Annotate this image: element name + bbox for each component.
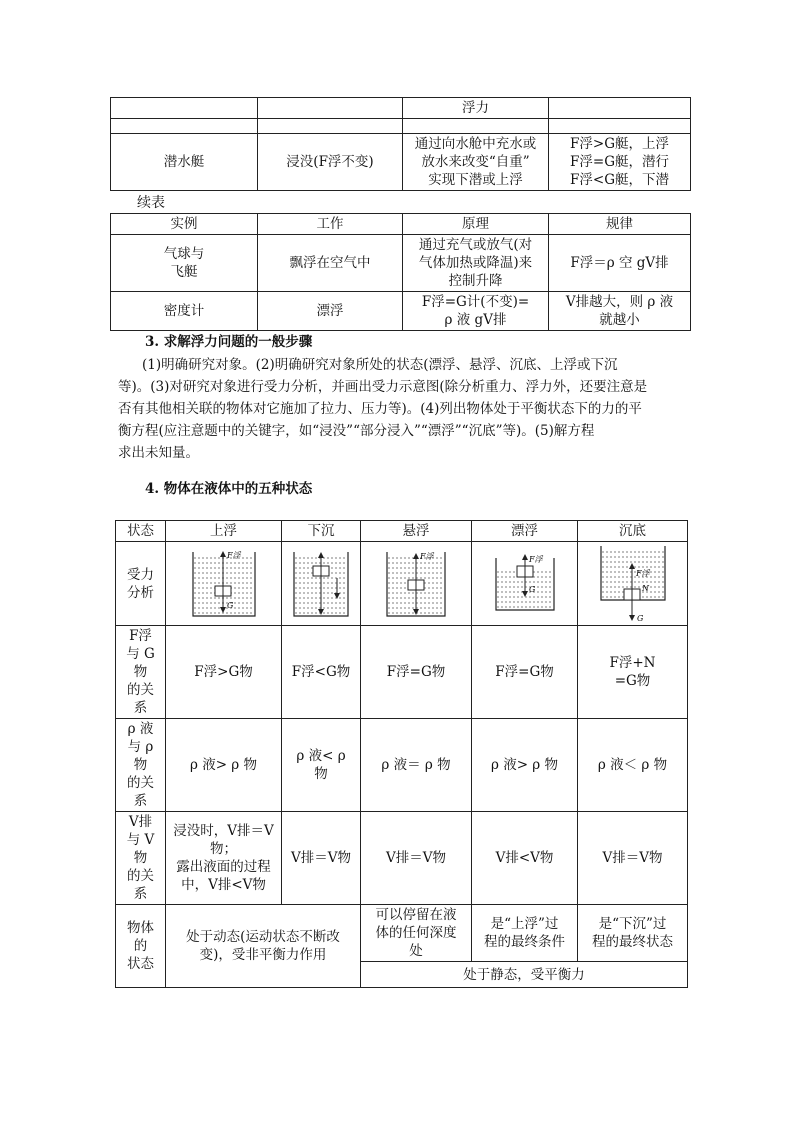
section3-line: 否有其他相关联的物体对它施加了拉力、压力等)。(4)列出物体处于平衡状态下的力的平 — [118, 401, 642, 417]
hydrometer-principle: F浮=G计(不变)= ρ 液 gV排 — [403, 292, 549, 331]
diagram-rising — [166, 542, 282, 626]
examples-table — [110, 213, 691, 331]
t2-header: 原理 — [403, 214, 549, 235]
beaker-bottom-icon — [598, 544, 668, 624]
v-cell: V排<V物 — [472, 812, 578, 905]
state-label: 物体 的 状态 — [116, 905, 166, 988]
submarine-table — [110, 97, 691, 191]
state-sink: 是“下沉”过 程的最终状态 — [578, 905, 688, 962]
fg-cell: F浮=G物 — [361, 626, 472, 719]
section3-line: 求出未知量。 — [118, 445, 199, 461]
t3-header: 上浮 — [166, 521, 282, 542]
t1-cell: 浮力 — [403, 98, 549, 119]
state-static: 处于静态，受平衡力 — [361, 962, 688, 988]
fg-cell: F浮+N =G物 — [578, 626, 688, 719]
f-label: F浮 — [635, 568, 650, 578]
hydrometer-rule: V排越大，则 ρ 液 就越小 — [549, 292, 691, 331]
balloon-label: 气球与 飞艇 — [111, 235, 258, 292]
diagram-bottom — [578, 542, 688, 626]
t3-header: 下沉 — [282, 521, 361, 542]
diagram-sinking — [282, 542, 361, 626]
t1-cell — [258, 98, 403, 119]
state-suspend: 可以停留在液 体的任何深度 处 — [361, 905, 472, 962]
beaker-floating-icon — [493, 554, 557, 614]
section3-body — [118, 354, 693, 464]
g-label: G — [226, 600, 233, 610]
submarine-label: 潜水艇 — [111, 134, 258, 191]
rho-cell: ρ 液＝ ρ 物 — [361, 719, 472, 812]
section3-line: (1)明确研究对象。(2)明确研究对象所处的状态(漂浮、悬浮、沉底、上浮或下沉 — [142, 357, 618, 373]
rho-cell: ρ 液＜ ρ 物 — [578, 719, 688, 812]
balloon-work: 飘浮在空气中 — [258, 235, 403, 292]
v-relation-label: V排 与 V 物 的关 系 — [116, 812, 166, 905]
beaker-rising-icon — [189, 548, 259, 620]
t3-header: 悬浮 — [361, 521, 472, 542]
submarine-rule: F浮>G艇，上浮 F浮=G艇，潜行 F浮<G艇，下潜 — [549, 134, 691, 191]
f-label: F浮 — [226, 550, 241, 560]
t2-header: 实例 — [111, 214, 258, 235]
fg-cell: F浮<G物 — [282, 626, 361, 719]
diagram-suspended — [361, 542, 472, 626]
rho-cell: ρ 液> ρ 物 — [472, 719, 578, 812]
v-cell: V排＝V物 — [361, 812, 472, 905]
rho-cell: ρ 液< ρ 物 — [282, 719, 361, 812]
fg-cell: F浮=G物 — [472, 626, 578, 719]
fg-cell: F浮>G物 — [166, 626, 282, 719]
t3-header: 漂浮 — [472, 521, 578, 542]
t3-header: 沉底 — [578, 521, 688, 542]
beaker-suspended-icon — [384, 548, 448, 620]
section3-line: 等)。(3)对研究对象进行受力分析，并画出受力示意图(除分析重力、浮力外，还要注意是 — [118, 379, 648, 395]
fg-relation-label: F浮 与 G 物 的关 系 — [116, 626, 166, 719]
five-states-table — [115, 520, 688, 988]
t2-header: 规律 — [549, 214, 691, 235]
g-label: G — [636, 613, 643, 623]
rho-relation-label: ρ 液 与 ρ 物 的关 系 — [116, 719, 166, 812]
t1-cell — [403, 119, 549, 134]
t1-cell — [258, 119, 403, 134]
balloon-principle: 通过充气或放气(对 气体加热或降温)来 控制升降 — [403, 235, 549, 292]
continued-label: 续表 — [137, 195, 165, 211]
balloon-rule: F浮＝ρ 空 gV排 — [549, 235, 691, 292]
hydrometer-label: 密度计 — [111, 292, 258, 331]
v-cell-rising: 浸没时，V排＝V 物； 露出液面的过程 中，V排<V物 — [166, 812, 282, 905]
submarine-work: 浸没(F浮不变) — [258, 134, 403, 191]
v-cell: V排＝V物 — [578, 812, 688, 905]
v-cell: V排＝V物 — [282, 812, 361, 905]
t1-cell — [549, 119, 691, 134]
section3-title: 3. 求解浮力问题的一般步骤 — [145, 334, 313, 350]
state-float: 是“上浮”过 程的最终条件 — [472, 905, 578, 962]
beaker-sinking-icon — [291, 548, 351, 620]
state-dynamic: 处于动态(运动状态不断改 变)，受非平衡力作用 — [166, 905, 361, 988]
force-analysis-label: 受力 分析 — [116, 542, 166, 626]
n-label: N — [641, 583, 649, 593]
t1-cell — [549, 98, 691, 119]
f-label: F浮 — [528, 554, 543, 564]
t1-cell — [111, 119, 258, 134]
hydrometer-work: 漂浮 — [258, 292, 403, 331]
t2-header: 工作 — [258, 214, 403, 235]
section3-line: 衡方程(应注意题中的关键字，如“浸没”“部分浸入”“漂浮”“沉底”等)。(5)解方程 — [118, 423, 595, 439]
submarine-principle: 通过向水舱中充水或 放水来改变“自重” 实现下潜或上浮 — [403, 134, 549, 191]
diagram-floating — [472, 542, 578, 626]
f-label: F浮 — [420, 551, 434, 561]
section4-title: 4. 物体在液体中的五种状态 — [145, 481, 313, 497]
t1-cell — [111, 98, 258, 119]
g-label: G — [528, 584, 535, 594]
rho-cell: ρ 液> ρ 物 — [166, 719, 282, 812]
t3-header: 状态 — [116, 521, 166, 542]
